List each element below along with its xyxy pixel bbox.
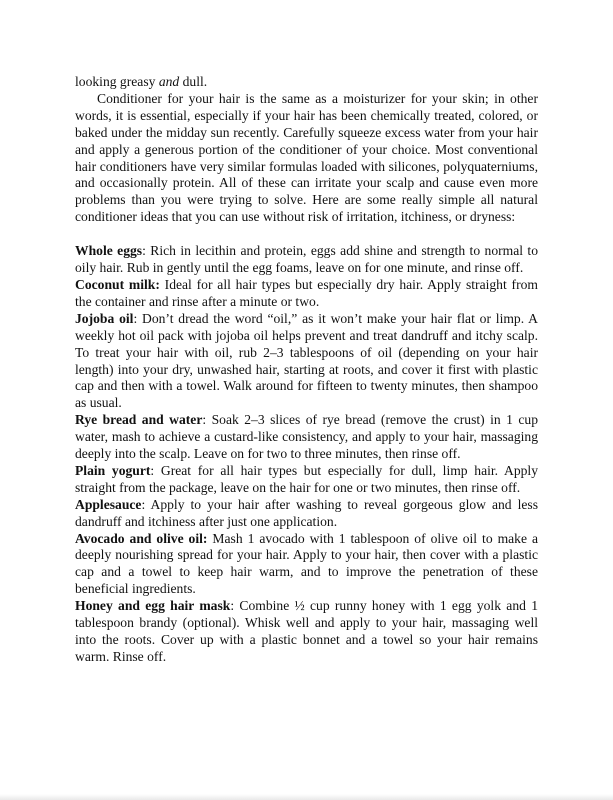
continuation-before: looking greasy [75, 74, 159, 89]
intro-paragraph: Conditioner for your hair is the same as a moisturizer for your skin; in other words, it is essential, especially if your hair has been chemically treated, colored, or baked under the midday sun recently. Carefully squeeze excess water from your hair and apply a generous portion of the conditioner of your choice. Most conventional hair conditioners have very similar formulas loaded with silicones, polyquaterniums, and occasionally protein. All of these can irritate your scalp and cause even more problems than you were trying to solve. Here are some really simple all natural conditioner ideas that you can use without risk of irritation, itchiness, or dryness: [75, 90, 538, 225]
entry-text: Ideal for all hair types but especially dry hair. Apply straight from the container and rinse after a minute or two. [75, 276, 538, 309]
entry-text: Combine ½ cup runny honey with 1 egg yolk and 1 tablespoon brandy (optional). Whisk well and apply to your hair, massaging well into the roots. Cover up with a plastic bonnet and a towel so your hair remains warm. Rinse off. [75, 598, 538, 664]
entry-text: Rich in lecithin and protein, eggs add shine and strength to normal to oily hair. Rub in gently until the egg foams, leave on for one minute, and rinse off. [75, 243, 539, 276]
entry-separator: : [150, 462, 155, 478]
entry-text: Mash 1 avocado with 1 tablespoon of olive oil to make a deeply nourishing spread for your hair. Apply to your hair, then cover with a plastic cap and a towel to keep hair warm, and to improve the penetration of these beneficial ingredients. [75, 530, 538, 597]
entry-text: Apply to your hair after washing to reveal gorgeous glow and less dandruff and itchiness after just one application. [75, 496, 538, 529]
entry-separator: : [142, 243, 146, 259]
entry-text: Great for all hair types but especially for dull, limp hair. Apply straight from the package, leave on the hair for one or two minutes, then rinse off. [75, 462, 538, 495]
entry-coconut-milk [75, 277, 538, 311]
entry-term: Whole eggs [75, 243, 143, 259]
continuation-after: dull. [179, 74, 208, 89]
entry-term: Honey and egg hair mask [75, 598, 231, 614]
entry-whole-eggs [75, 243, 538, 277]
entry-text: Soak 2–3 slices of rye bread (remove the crust) in 1 cup water, mash to achieve a custard-like consistency, and apply to your hair, massaging deeply into the scalp. Leave on for two to three minutes, then rinse off. [75, 412, 538, 462]
entry-separator: : [230, 598, 235, 614]
entry-jojoba-oil [75, 311, 538, 412]
entry-separator: : [133, 310, 138, 326]
entry-honey-egg-mask [75, 598, 538, 666]
entry-term: Jojoba oil [75, 310, 134, 326]
document-body [75, 74, 538, 666]
page-bottom-edge [0, 794, 613, 800]
continuation-line [75, 74, 538, 91]
entry-term: Rye bread and water [75, 412, 203, 428]
entry-separator: : [202, 412, 207, 428]
continuation-emphasis: and [158, 74, 180, 89]
entry-term: Plain yogurt [75, 462, 151, 478]
entry-text: Don’t dread the word “oil,” as it won’t make your hair flat or limp. A weekly hot oil pack with jojoba oil helps prevent and treat dandruff and itchy scalp. To treat your hair with oil, rub 2–3 tablespoons of oil (depending on your hair length) into your dry, unwashed hair, starting at roots, and cover it first with plastic cap and then with a towel. Walk around for fifteen to twenty minutes, then shampoo as usual. [75, 310, 538, 411]
entry-rye-bread [75, 412, 538, 463]
entry-term: Applesauce [75, 496, 142, 512]
entry-plain-yogurt [75, 463, 538, 497]
entry-term: Coconut milk: [75, 276, 160, 292]
entry-term: Avocado and olive oil: [75, 530, 208, 546]
entry-avocado-olive-oil [75, 531, 538, 599]
entry-applesauce [75, 497, 538, 531]
entry-separator: : [141, 496, 146, 512]
